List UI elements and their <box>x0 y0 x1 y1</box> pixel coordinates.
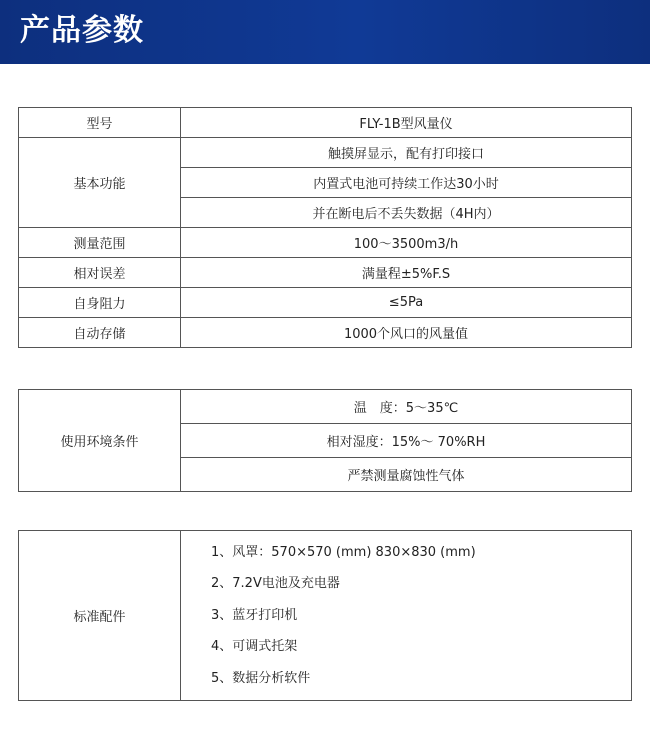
model-value: FLY-1B型风量仪 <box>181 108 632 138</box>
corrosion-note: 严禁测量腐蚀性气体 <box>181 458 632 492</box>
header-banner <box>0 0 650 64</box>
accessories-table <box>18 530 632 701</box>
spec-table <box>18 107 632 348</box>
storage-value: 1000个风口的风量值 <box>181 318 632 348</box>
table-row <box>19 390 632 424</box>
function-value-3: 并在断电后不丢失数据（4H内） <box>181 198 632 228</box>
error-value: 满量程±5%F.S <box>181 258 632 288</box>
table-row <box>19 531 632 701</box>
error-label: 相对误差 <box>19 258 181 288</box>
page-title: 产品参数 <box>20 13 144 48</box>
table-row <box>19 258 632 288</box>
environment-table <box>18 389 632 492</box>
function-value-2: 内置式电池可持续工作达30小时 <box>181 168 632 198</box>
accessory-item: 4、可调式托架 <box>211 639 298 655</box>
humidity-value: 相对湿度：15%～ 70%RH <box>181 424 632 458</box>
resistance-value: ≤5Pa <box>181 288 632 318</box>
accessories-list <box>181 531 632 701</box>
temperature-value: 温 度：5～35℃ <box>181 390 632 424</box>
environment-label: 使用环境条件 <box>19 390 181 492</box>
table-row <box>19 228 632 258</box>
function-label: 基本功能 <box>19 138 181 228</box>
model-label: 型号 <box>19 108 181 138</box>
table-row <box>19 108 632 138</box>
table-row <box>19 138 632 168</box>
storage-label: 自动存储 <box>19 318 181 348</box>
accessory-item: 5、数据分析软件 <box>211 670 311 686</box>
accessory-item: 3、蓝牙打印机 <box>211 607 298 623</box>
resistance-label: 自身阻力 <box>19 288 181 318</box>
accessory-item: 2、7.2V电池及充电器 <box>211 576 340 592</box>
range-value: 100～3500m3/h <box>181 228 632 258</box>
accessory-item: 1、风罩：570×570 (mm) 830×830 (mm) <box>211 544 476 560</box>
accessories-label: 标准配件 <box>19 531 181 701</box>
table-row <box>19 288 632 318</box>
table-row <box>19 318 632 348</box>
range-label: 测量范围 <box>19 228 181 258</box>
function-value-1: 触摸屏显示，配有打印接口 <box>181 138 632 168</box>
